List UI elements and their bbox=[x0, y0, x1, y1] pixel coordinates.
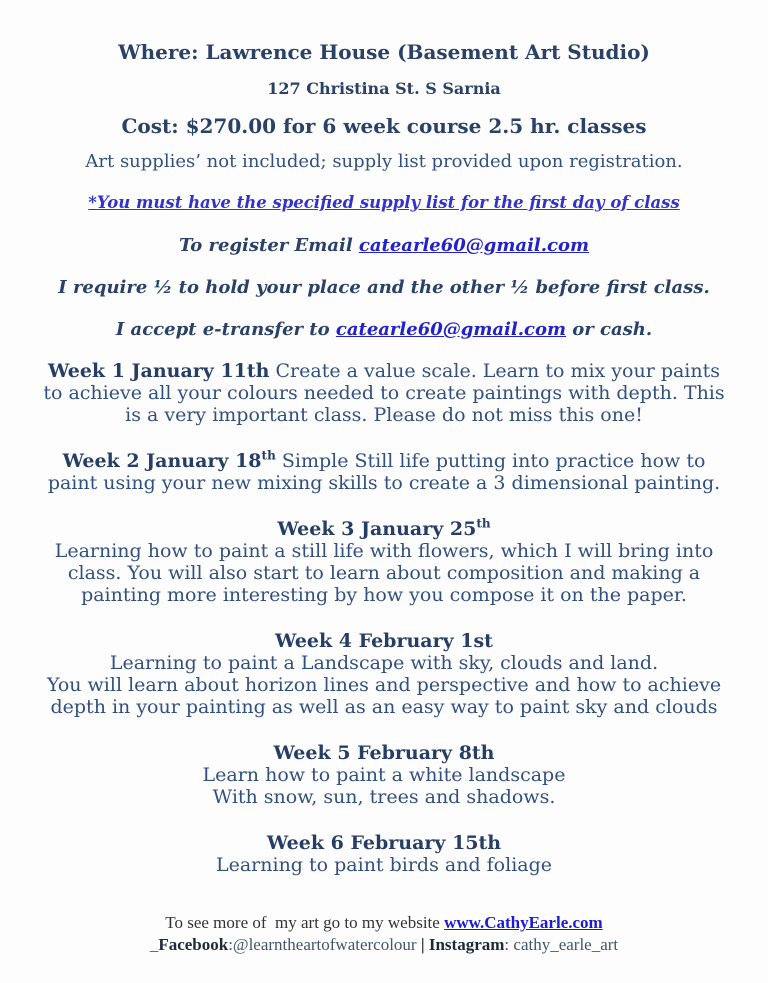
week-1-line bbox=[34, 360, 734, 382]
week-4-line: depth in your painting as well as an easy way to paint sky and clouds bbox=[50, 696, 718, 718]
week-5-line: Learn how to paint a white landscape bbox=[202, 764, 566, 786]
week-3-line: class. You will also start to learn about composition and making a bbox=[67, 562, 701, 584]
week-3-section bbox=[34, 518, 734, 606]
register-email-link[interactable]: catearle60@gmail.com bbox=[358, 235, 590, 256]
week-3-title bbox=[34, 518, 734, 540]
footer-website-line bbox=[34, 912, 734, 934]
website-link[interactable]: www.CathyEarle.com bbox=[444, 913, 603, 932]
week-3-line: Learning how to paint a still life with flowers, which I will bring into bbox=[54, 540, 714, 562]
week-2-line: paint using your new mixing skills to create a 3 dimensional painting. bbox=[47, 472, 721, 494]
payment-label: I accept e-transfer to bbox=[115, 319, 336, 340]
week-2-section bbox=[34, 450, 734, 494]
leading-underscore: _ bbox=[149, 935, 159, 954]
week-4-line: Learning to paint a Landscape with sky, clouds and land. bbox=[109, 652, 659, 674]
week-3-title-text: Week 3 January 25 bbox=[277, 518, 477, 540]
week-6-line: Learning to paint birds and foliage bbox=[215, 854, 553, 876]
week-2-line bbox=[34, 450, 734, 472]
week-2-title bbox=[63, 450, 276, 472]
instagram-label: Instagram bbox=[428, 935, 505, 954]
flyer-page bbox=[34, 0, 734, 956]
week-1-line: to achieve all your colours needed to create paintings with depth. This bbox=[43, 382, 725, 404]
week-5-section bbox=[34, 742, 734, 808]
deposit-line: I require ½ to hold your place and the other ½ before first class. bbox=[58, 277, 710, 298]
facebook-label: Facebook bbox=[158, 935, 229, 954]
week-1-title: Week 1 January 11th bbox=[47, 360, 270, 382]
footer bbox=[34, 912, 734, 956]
week-4-line: You will learn about horizon lines and perspective and how to achieve bbox=[46, 674, 722, 696]
payment-line bbox=[34, 318, 734, 342]
separator-pipe: | bbox=[420, 935, 429, 954]
week-1-line: is a very important class. Please do not miss this one! bbox=[125, 404, 643, 426]
week-6-title: Week 6 February 15th bbox=[266, 832, 502, 854]
facebook-handle: :@learntheartofwatercolour bbox=[228, 935, 421, 954]
where-heading: Where: Lawrence House (Basement Art Studio) bbox=[118, 40, 650, 64]
week-4-title: Week 4 February 1st bbox=[275, 630, 493, 652]
supply-list-warning: *You must have the specified supply list for the first day of class bbox=[88, 193, 680, 212]
week-2-ordinal: th bbox=[261, 448, 276, 463]
week-4-section bbox=[34, 630, 734, 718]
footer-website-label: To see more of my art go to my website bbox=[165, 913, 445, 932]
register-line bbox=[34, 234, 734, 258]
payment-email-link[interactable]: catearle60@gmail.com bbox=[335, 319, 566, 340]
footer-social-line bbox=[34, 934, 734, 956]
week-5-title: Week 5 February 8th bbox=[273, 742, 495, 764]
cost-heading: Cost: $270.00 for 6 week course 2.5 hr. classes bbox=[121, 114, 647, 138]
week-3-line: painting more interesting by how you compose it on the paper. bbox=[81, 584, 687, 606]
supplies-note: Art supplies’ not included; supply list provided upon registration. bbox=[85, 151, 683, 172]
week-1-section bbox=[34, 360, 734, 426]
week-1-text: Create a value scale. Learn to mix your paints bbox=[269, 360, 721, 382]
register-label: To register Email bbox=[178, 235, 359, 256]
instagram-handle: : cathy_earle_art bbox=[504, 935, 619, 954]
week-3-ordinal: th bbox=[476, 516, 491, 531]
week-6-section bbox=[34, 832, 734, 876]
week-2-title-text: Week 2 January 18 bbox=[62, 450, 262, 472]
address-line: 127 Christina St. S Sarnia bbox=[267, 79, 501, 98]
week-5-line: With snow, sun, trees and shadows. bbox=[212, 786, 556, 808]
week-2-text: Simple Still life putting into practice how to bbox=[275, 450, 706, 472]
payment-suffix: or cash. bbox=[566, 319, 653, 340]
